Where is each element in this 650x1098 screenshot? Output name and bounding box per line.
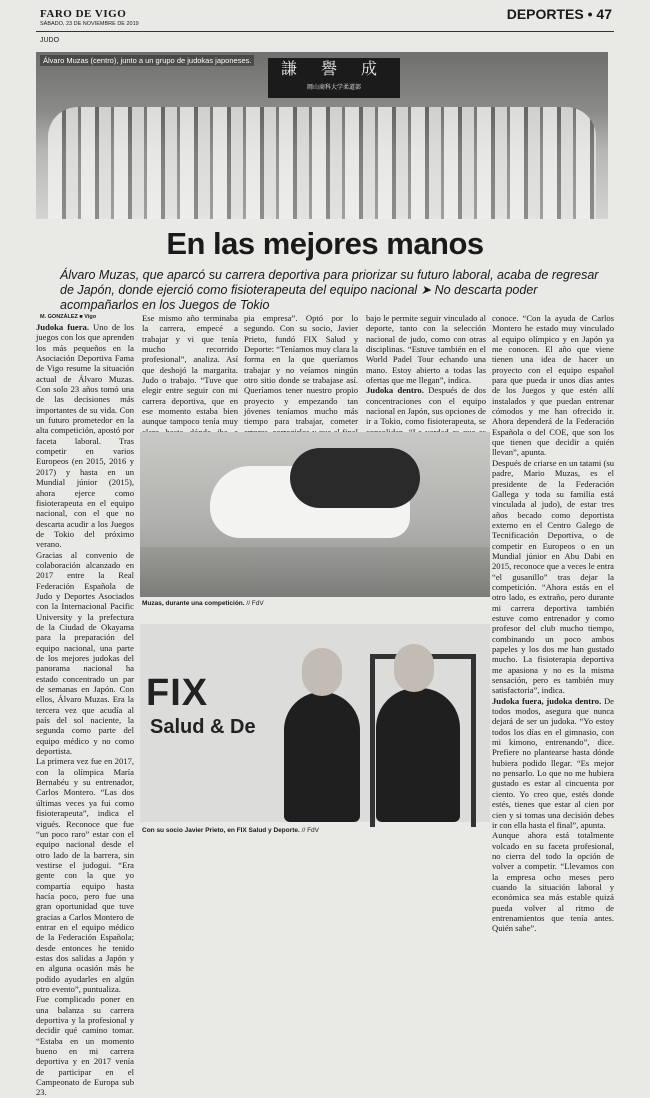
section-label: JUDO	[40, 37, 60, 44]
paragraph: Aunque ahora está totalmente volcado en su faceta profesional, no cierra del todo la opción de volver a competir. “Llevamos con la empresa ocho meses pero cuando la situación laboral y económica sea más estable quizá pueda volver al ritmo de entrenamientos que tenía antes. Quién sabe”.	[492, 830, 614, 934]
paragraph: Después de criarse en un tatami (su padre, Mario Muzas, es el presidente de la Federación Gallega y toda su familia está vinculada al judo), de estar tres años becado como deportista externo en el Centro Galego de Tecnificación Deportiva, o de competir en Europeos o en un Mundial júnior en Abu Dabi en 2015, reconoce que a veces le entra “el gusanillo” tras dejar la competición. “Ahora estás en el otro lado, es extraño, pero durante mi carrera deportiva también estuve como entrenador y como profesor del club mucho tiempo, combinando un poco ambos papeles y los dos me han gustado mucho. La fisioterapia deportiva me apasiona y no es la misma sensación, pero es también muy satisfactoria”, indica.	[492, 457, 614, 696]
paragraph: Fue complicado poner en una balanza su carrera deportiva y la profesional y decidir qué camino tomar. “Estaba en un momento bueno en mi carrera deportiva y en 2017 venía de participar en el Campeonato de Europa sub 23.	[36, 994, 134, 1098]
paragraph: Gracias al convenio de colaboración alcanzado en 2017 entre la Real Federación Española de Judo y Deportes Asociados con la Internacional Pacific University y la prefectura de la Ciudad de Okayama para la preparación del equipo nacional, una parte de los mejores judokas del panorama nacional ha estado concentrado un par de semanas en Japón. Con ellos, Álvaro Muzas. Era la tercera vez que acudía al país del sol naciente, la segunda como parte del equipo médico y no como deportista.	[36, 549, 134, 757]
competition-photo	[140, 432, 490, 597]
person-head	[302, 648, 342, 696]
masthead-rule	[36, 31, 614, 32]
fix-logo-subtitle: Salud & De	[150, 716, 256, 738]
banner-kanji: 謙 譽 成	[280, 61, 387, 78]
fix-logo: FIX	[146, 672, 209, 714]
byline: M. GONZÁLEZ ■ Vigo	[40, 314, 97, 320]
article-column-4	[366, 313, 486, 431]
article-column-2: Ese mismo año terminaba la carrera, empecé a trabajar y vi que tenía mucho recorrido profesional”, analiza. Así que deshojó la margarita. Judo o trabajo. “Tuve que elegir entre seguir con mi carrera deportiva, que en ese momento estaba bien aunque tampoco tenía muy	[142, 313, 238, 427]
issue-date: SÁBADO, 23 DE NOVIEMBRE DE 2019	[40, 21, 139, 27]
paragraph: conoce. “Con la ayuda de Carlos Montero he estado muy vinculado al equipo olímpico y en Japón ya me conocen. El año que viene tienen una idea de hacer un proyecto con el equipo español para que pueda ir unos días antes de los Juegos y que estén allí instalados y que puedan entrenar cómodos y me han ofrecido ir. Ahora dependerá de la Federación Española o del COE, que son los que tienen que decidir a quién llevan”, apunta.	[492, 313, 614, 458]
newspaper-name: FARO DE VIGO	[40, 8, 127, 20]
paragraph: bajo le permite seguir vinculado al deporte, tanto con la selección nacional de judo, como con otras disciplinas. “Estuve también en el World Padel Tour echando una mano. Estoy abierto a todas las ofertas que me llegan”, indica.	[366, 313, 486, 386]
paragraph: Judoka fuera. Uno de los juegos con los que aprenden los más pequeños en la Asociación Deportiva Fama de Vigo resume la situación actual de Álvaro Muzas. Con solo 23 años tomó una de las decisiones más importantes de su vida. Con un futuro prometedor en la alta competición, apostó por faceta laboral. Tras competir en varios Europeos (en 2015, 2016 y 2017) y hasta en un Mundial júnior (2015), ahora ejerce como fisioterapeuta en el equipo nacional, con el que no descarta acudir a los Juegos de Tokio del próximo verano.	[36, 322, 135, 550]
clinic-photo-caption: Con su socio Javier Prieto, en FIX Salud y Deporte. // FdV	[142, 827, 320, 834]
paragraph: Judoka dentro. Después de dos concentraciones con el equipo nacional en Japón, sus opciones de ir a Tokio, como fisioterapeuta, se	[366, 385, 486, 427]
judokas-group	[48, 107, 596, 219]
team-photo	[36, 52, 608, 219]
team-photo-caption: Álvaro Muzas (centro), junto a un grupo de judokas japoneses.	[40, 55, 254, 66]
person-left	[284, 692, 360, 822]
banner-subtitle: 岡山商科大学柔道部	[306, 85, 361, 91]
dojo-banner	[268, 58, 400, 98]
paragraph: La primera vez fue en 2017, con la olímpica María Bernabéu y su entrenador, Carlos Montero. “Las dos últimas veces ya fui como fisioterapeuta”, indica el vigués. Reconoce que fue “un poco raro” estar con el equipo nacional desde el otro lado de la barrera, sin vestirse el judogui. “Era gente con la que yo compartía equipo hasta hacía poco, pero fue una gran oportunidad que tuve gracias a Carlos Montero de entrar en el equipo médico de la Federación Española; desde entonces he tenido estas dos salidas a Japón y en alguna ocasión más he podido ayudarles en algún otro evento”, puntualiza.	[36, 756, 134, 994]
dark-judogi	[290, 448, 420, 508]
person-right	[376, 688, 460, 822]
article-subheadline: Álvaro Muzas, que aparcó su carrera deportiva para priorizar su futuro laboral, acaba de regresar de Japón, donde ejerció como fisioterapeuta del equipo nacional ➤ No descarta poder acompañarlos en los Juegos de Tokio	[60, 268, 599, 312]
paragraph: Judoka fuera, judoka dentro. De todos modos, asegura que nunca dejará de ser un judoka. “Yo estoy todos los días en el gimnasio, con mi kimono, entrenando”, dice. Prefiere no plantearse hasta dónde hubiera podido llegar. “Es mejor no pensarlo. Lo que no me hubiera gustado es estar al cincuenta por ciento. Yo creo que, estés donde estés, tienes que estar al cien por cien y si tomas una decisión debes ir con ella hasta el final”, apunta.	[492, 695, 614, 830]
competition-photo-caption: Muzas, durante una competición. // FdV	[142, 600, 264, 607]
article-column-5	[492, 313, 614, 934]
article-headline: En las mejores manos	[166, 226, 484, 261]
clinic-photo	[140, 624, 490, 822]
article-column-3: pia empresa”. Optó por lo segundo. Con su socio, Javier Prieto, fundó FIX Salud y Deporte: “Teníamos muy clara la forma en la que queríamos trabajar y no veíamos ningún otro sitio donde se trabajase así. Queríamos tener nuestro propio proyecto y empezando tan jóvenes teníamos mucho más tiempo para trabajar, cometer	[244, 313, 358, 427]
section-page-number: DEPORTES • 47	[506, 6, 612, 22]
person-head	[394, 644, 434, 692]
tatami-mat	[140, 547, 490, 597]
article-column-1	[36, 322, 135, 1098]
